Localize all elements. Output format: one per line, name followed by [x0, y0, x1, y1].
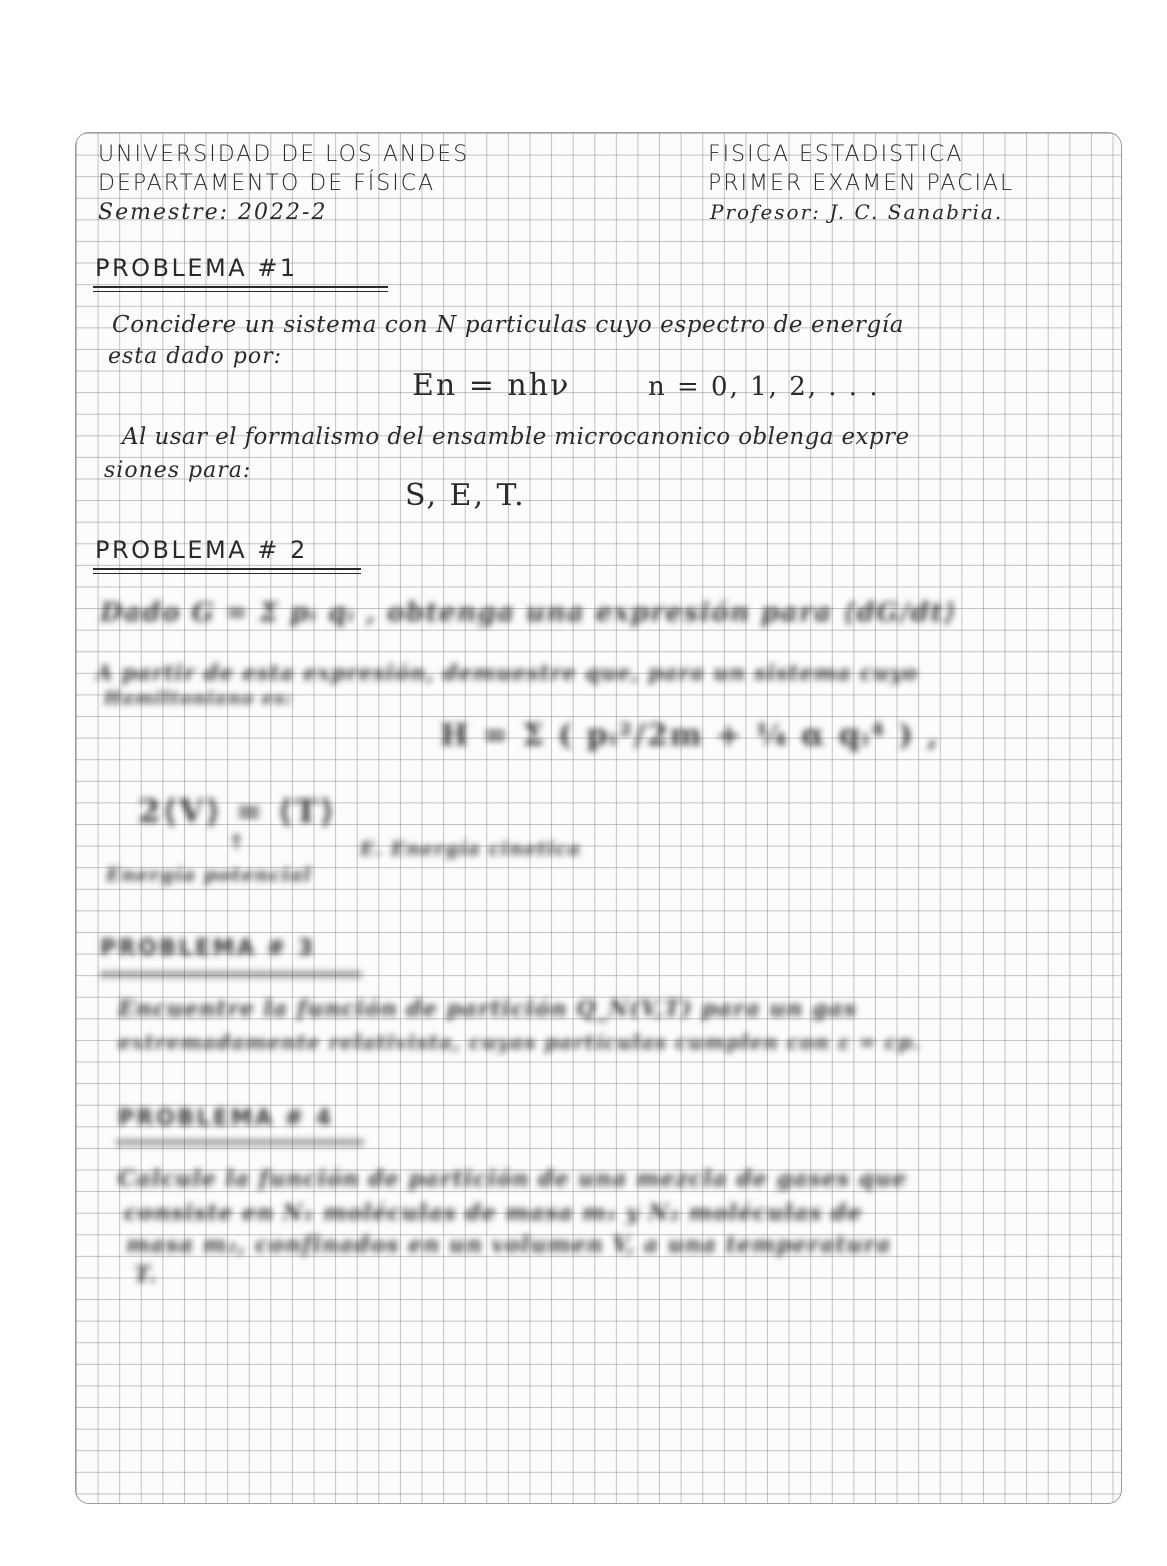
- problem-1-text-line4: siones para:: [104, 458, 252, 483]
- problem-1-text-line3: Al usar el formalismo del ensamble microcanonico oblenga expre: [122, 424, 910, 450]
- problem-4-text-line1: Calcule la función de partición de una mezcla de gases que: [118, 1166, 908, 1192]
- problem-2-kinetic-note: E. Energía cinetica: [360, 838, 582, 860]
- problem-2-virial: 2⟨V⟩ = ⟨T⟩: [138, 792, 337, 830]
- problem-2-underline: [93, 568, 361, 574]
- problem-2-text-line2: A partir de esta expresión, demuestre que, para un sistema cuyo: [96, 660, 919, 685]
- problem-2-hamiltonian: H = Σ ( pᵢ²/2m + ¼ α qᵢ⁴ ) ,: [440, 718, 940, 753]
- problem-1-text-line1: Concidere un sistema con N particulas cuyo espectro de energía: [112, 312, 905, 338]
- problem-4-text-line2: consiste en N₁ moléculas de masa m₁ y N₂ moléculas de: [124, 1200, 863, 1226]
- problem-1-quantities: S, E, T.: [405, 478, 526, 513]
- problem-2-text-line1: Dado G = Σ pᵢ qᵢ , obtenga una expresión para ⟨dG/dt⟩: [100, 598, 958, 628]
- problem-2-potential-note: Energía potencial: [106, 864, 312, 886]
- semester-label: Semestre: 2022-2: [98, 200, 328, 225]
- problem-2-title: PROBLEMA # 2: [95, 536, 308, 564]
- problem-3-text-line1: Encuentre la función de partición Q_N(V,T) para un gas: [118, 996, 858, 1022]
- professor-name: Profesor: J. C. Sanabria.: [710, 200, 1004, 224]
- course-name: FISICA ESTADISTICA: [708, 142, 964, 167]
- exam-name: PRIMER EXAMEN PACIAL: [708, 171, 1015, 196]
- problem-1-underline: [93, 286, 388, 292]
- problem-1-title: PROBLEMA #1: [95, 254, 298, 282]
- problem-3-text-line2: extremadamente relativista, cuyas partículas cumplen con ε = cp.: [118, 1030, 921, 1054]
- problem-4-underline: [116, 1140, 364, 1146]
- problem-1-energy-range: n = 0, 1, 2, . . .: [648, 372, 880, 402]
- problem-2-text-line3: Hamiltoniano es:: [104, 688, 293, 709]
- problem-4-title: PROBLEMA # 4: [118, 1106, 334, 1131]
- problem-4-text-line4: T.: [134, 1262, 158, 1288]
- problem-4-text-line3: masa m₂, confinados en un volumen V, a una temperatura: [126, 1232, 892, 1258]
- department-name: DEPARTAMENTO DE FÍSICA: [98, 171, 436, 196]
- problem-2-arrow: ↑: [228, 830, 246, 854]
- problem-3-underline: [100, 972, 362, 978]
- university-name: UNIVERSIDAD DE LOS ANDES: [98, 142, 470, 167]
- problem-1-energy-formula: En = nhν: [412, 368, 571, 403]
- problem-1-text-line2: esta dado por:: [108, 344, 283, 369]
- problem-3-title: PROBLEMA # 3: [100, 936, 316, 961]
